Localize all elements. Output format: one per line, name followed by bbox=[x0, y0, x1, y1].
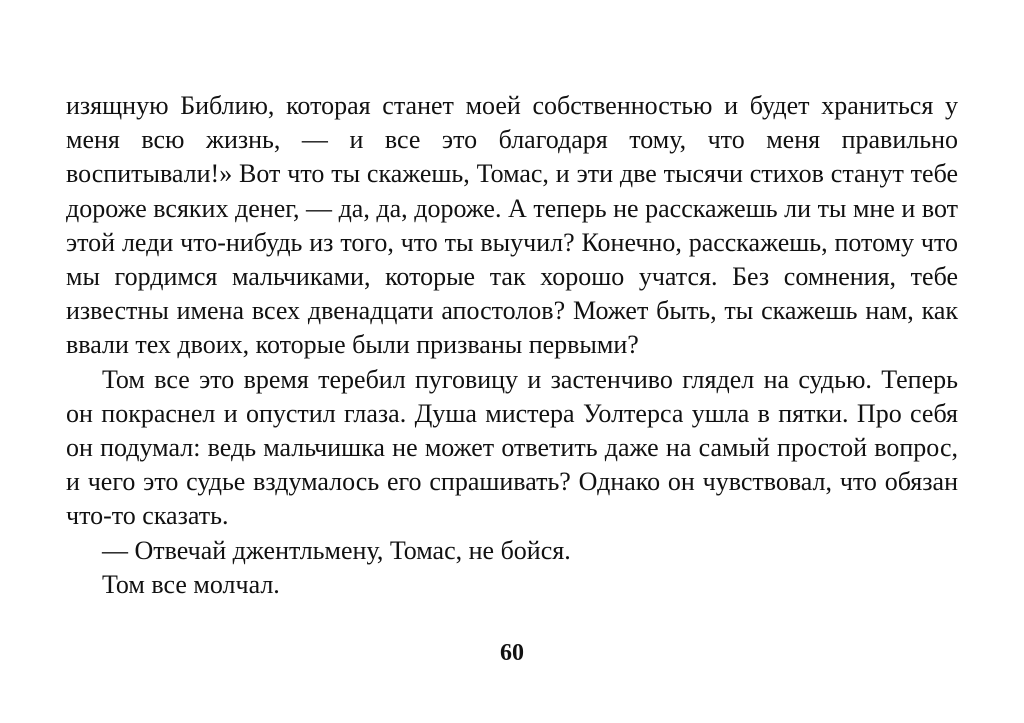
paragraph-3: — Отвечай джентльмену, Томас, не бойся. bbox=[102, 535, 571, 565]
page-number: 60 bbox=[500, 640, 524, 666]
body-text bbox=[66, 89, 958, 602]
paragraph-4: Том все молчал. bbox=[102, 569, 280, 599]
paragraph-1: изящную Библию, которая станет моей собственностью и будет храниться у меня всю жизнь, — и все это благодаря тому, что меня правильно воспитывали!» Вот что ты скажешь, Томас, и эти две тысячи стихов станут тебе дороже всяких денег, — да, да, дороже. А теперь не расскажешь ли ты мне и вот этой леди что-нибудь из того, что ты выучил? Конечно, расскажешь, потому что мы гордимся мальчиками, которые так хорошо учатся. Без сомнения, тебе известны имена всех двенадцати апостолов? Может быть, ты скажешь нам, как ввали тех двоих, которые были призваны первыми? bbox=[66, 91, 958, 360]
paragraph-2: Том все это время теребил пуговицу и застенчиво глядел на судью. Теперь он покраснел и опустил глаза. Душа мистера Уолтерса ушла в пятки. Про себя он подумал: ведь мальчишка не может ответить даже на самый простой вопрос, и чего это судье вздумалось его спрашивать? Однако он чувствовал, что обязан что-то сказать. bbox=[66, 364, 958, 531]
